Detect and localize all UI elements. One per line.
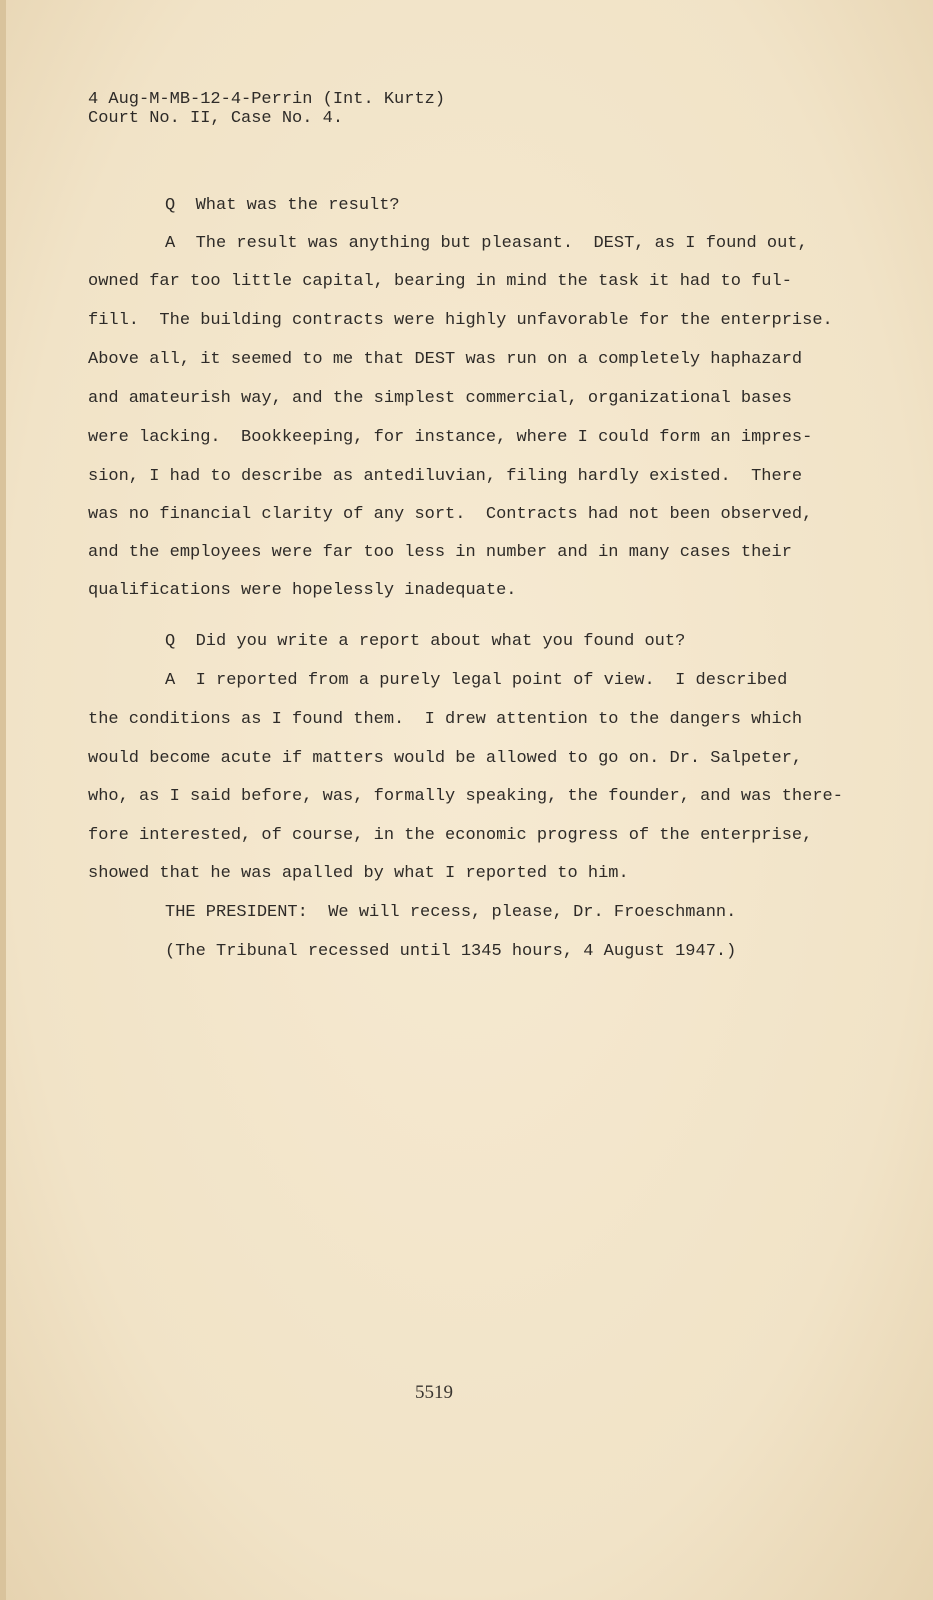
text-line: was no financial clarity of any sort. Contracts had not been observed, — [88, 505, 813, 524]
page-number: 5519 — [415, 1382, 453, 1403]
text-line: qualifications were hopelessly inadequate. — [88, 581, 517, 600]
text-line: were lacking. Bookkeeping, for instance, where I could form an impres- — [88, 428, 813, 447]
text-line: fore interested, of course, in the economic progress of the enterprise, — [88, 826, 813, 845]
text-line: who, as I said before, was, formally speaking, the founder, and was there- — [88, 787, 843, 806]
question-line: Q Did you write a report about what you found out? — [165, 632, 686, 651]
recess-note: (The Tribunal recessed until 1345 hours, 4 August 1947.) — [165, 942, 737, 961]
text-line: owned far too little capital, bearing in mind the task it had to ful- — [88, 272, 792, 291]
president-line: THE PRESIDENT: We will recess, please, Dr. Froeschmann. — [165, 903, 737, 922]
answer-line: A The result was anything but pleasant. DEST, as I found out, — [165, 234, 808, 253]
text-line: showed that he was apalled by what I reported to him. — [88, 864, 629, 883]
text-line: and amateurish way, and the simplest commercial, organizational bases — [88, 389, 792, 408]
text-line: sion, I had to describe as antediluvian, filing hardly existed. There — [88, 467, 803, 486]
text-line: fill. The building contracts were highly unfavorable for the enterprise. — [88, 311, 833, 330]
answer-line: A I reported from a purely legal point of view. I described — [165, 671, 788, 690]
page-edge — [0, 0, 6, 1600]
text-line: and the employees were far too less in number and in many cases their — [88, 543, 792, 562]
header-line-1: 4 Aug-M-MB-12-4-Perrin (Int. Kurtz) — [88, 90, 446, 109]
text-line: Above all, it seemed to me that DEST was run on a completely haphazard — [88, 350, 803, 369]
text-line: would become acute if matters would be allowed to go on. Dr. Salpeter, — [88, 749, 803, 768]
text-line: the conditions as I found them. I drew attention to the dangers which — [88, 710, 803, 729]
header-line-2: Court No. II, Case No. 4. — [88, 109, 344, 128]
question-line: Q What was the result? — [165, 196, 400, 215]
